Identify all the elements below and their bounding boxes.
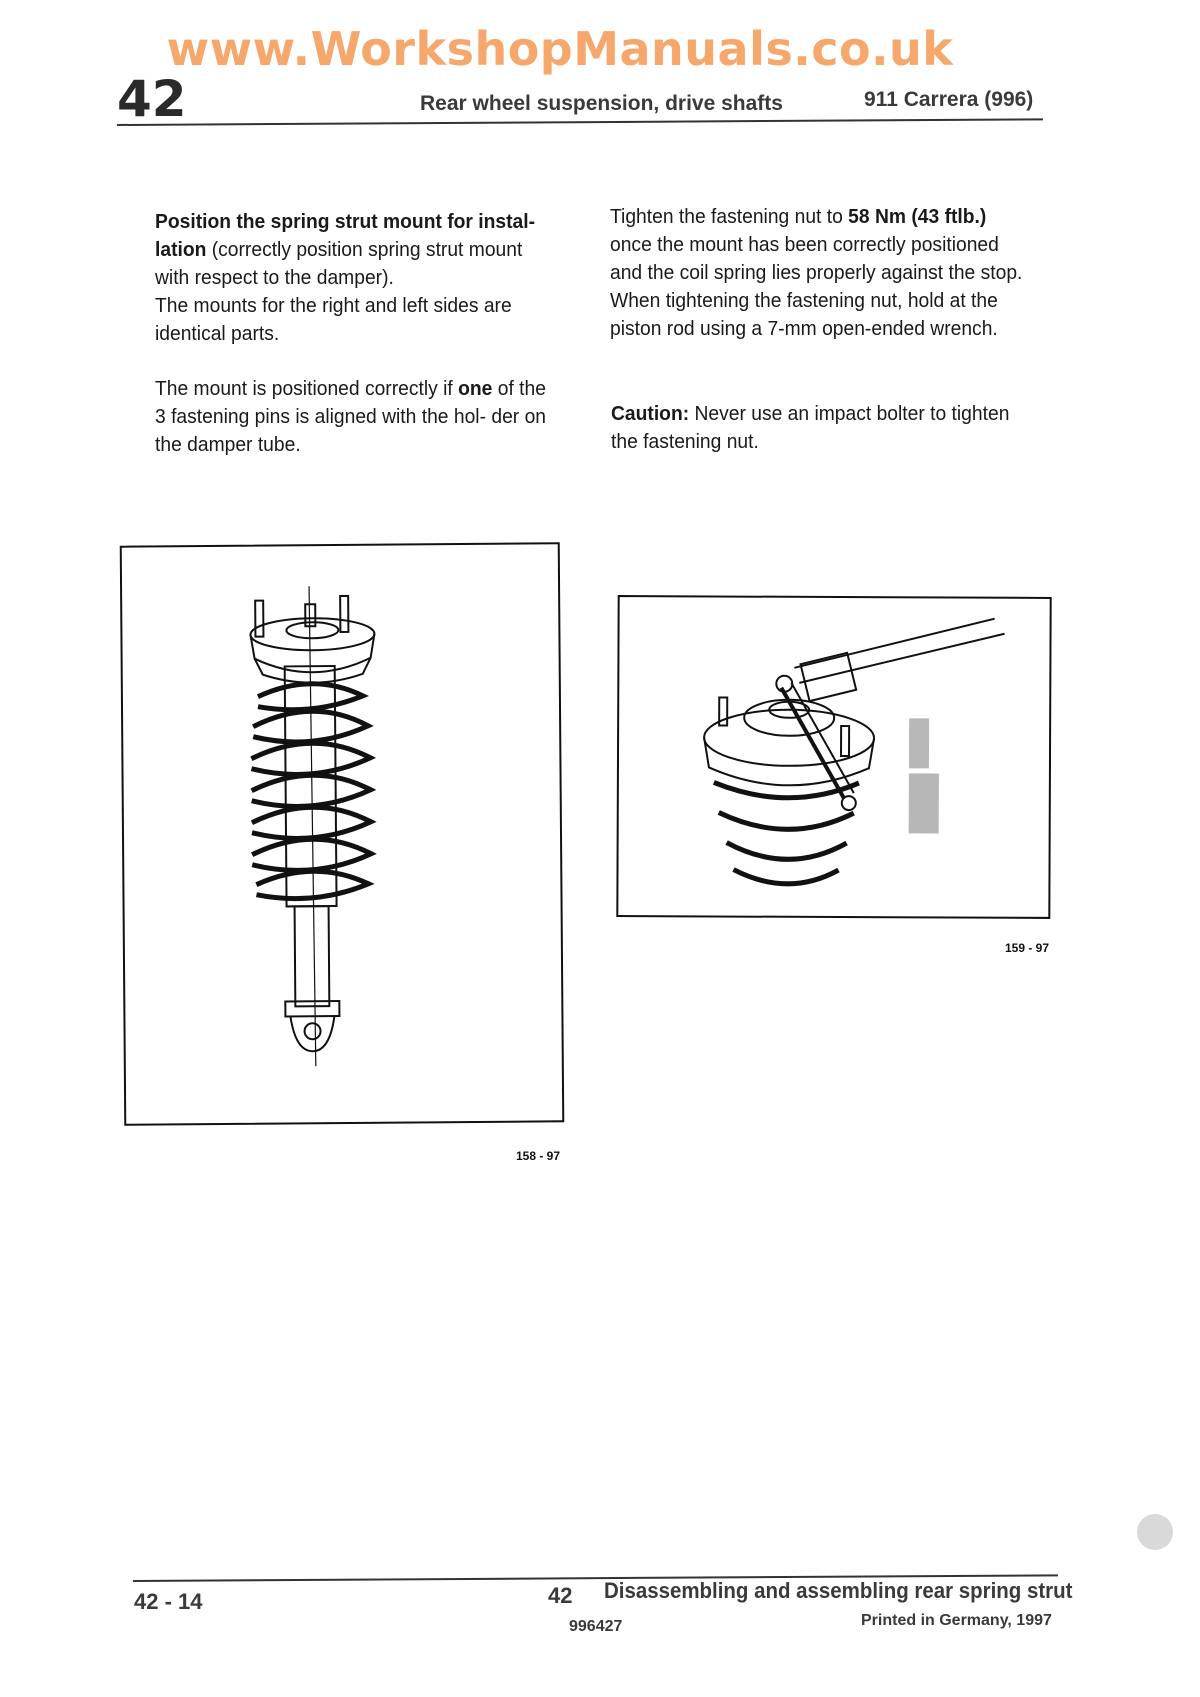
paragraph-text: of the 3 fastening pins is aligned with the hol- der on the damper tube. xyxy=(155,377,547,456)
printed-note: Printed in Germany, 1997 xyxy=(861,1612,1052,1629)
torque-value: 58 Nm (43 ftlb.) xyxy=(848,205,987,228)
footer-title: Disassembling and assembling rear spring strut xyxy=(604,1578,1073,1603)
paragraph-text: once the mount has been correctly positioned and the coil spring lies properly against the stop. When tightening the fastening nut, hold at the piston rod using a 7-mm open-ended wrench. xyxy=(610,233,1023,340)
punch-hole xyxy=(1137,1514,1173,1550)
paragraph-text: The mounts for the right and left sides are identical parts. xyxy=(155,294,512,345)
paragraph-torque xyxy=(610,203,1024,343)
model-name: 911 Carrera (996) xyxy=(864,88,1034,111)
figure-tightening-nut xyxy=(616,595,1051,919)
tightening-nut-illustration xyxy=(618,597,1049,917)
figure-ref-158: 158 - 97 xyxy=(516,1149,561,1163)
scan-noise xyxy=(909,718,940,833)
figure-ref-159: 159 - 97 xyxy=(1005,941,1050,955)
paragraph-alignment xyxy=(155,375,550,459)
paragraph-text: Tighten the fastening nut to xyxy=(610,205,849,228)
paragraph-position-mount xyxy=(155,208,550,348)
spring-strut-illustration xyxy=(122,544,563,1123)
paragraph-caution xyxy=(611,400,1025,456)
section-title: Rear wheel suspension, drive shafts xyxy=(420,92,783,115)
header-rule xyxy=(117,118,1043,126)
paragraph-text: The mount is positioned correctly if xyxy=(155,377,459,400)
paragraph-lead: Position the spring strut mount for instal- lation xyxy=(155,210,536,261)
figure-spring-strut xyxy=(120,542,565,1125)
footer-chapter: 42 xyxy=(548,1583,573,1608)
watermark: www.WorkshopManuals.co.uk xyxy=(166,22,954,76)
paragraph-text: Never use an impact bolter to tighten the fastening nut. xyxy=(611,402,1010,453)
chapter-number: 42 xyxy=(117,70,187,128)
emphasis: one xyxy=(458,377,493,400)
caution-label: Caution: xyxy=(611,402,690,425)
document-number: 996427 xyxy=(569,1618,623,1635)
paragraph-text: (correctly position spring strut mount with respect to the damper). xyxy=(155,238,523,289)
page-number: 42 - 14 xyxy=(134,1589,203,1614)
